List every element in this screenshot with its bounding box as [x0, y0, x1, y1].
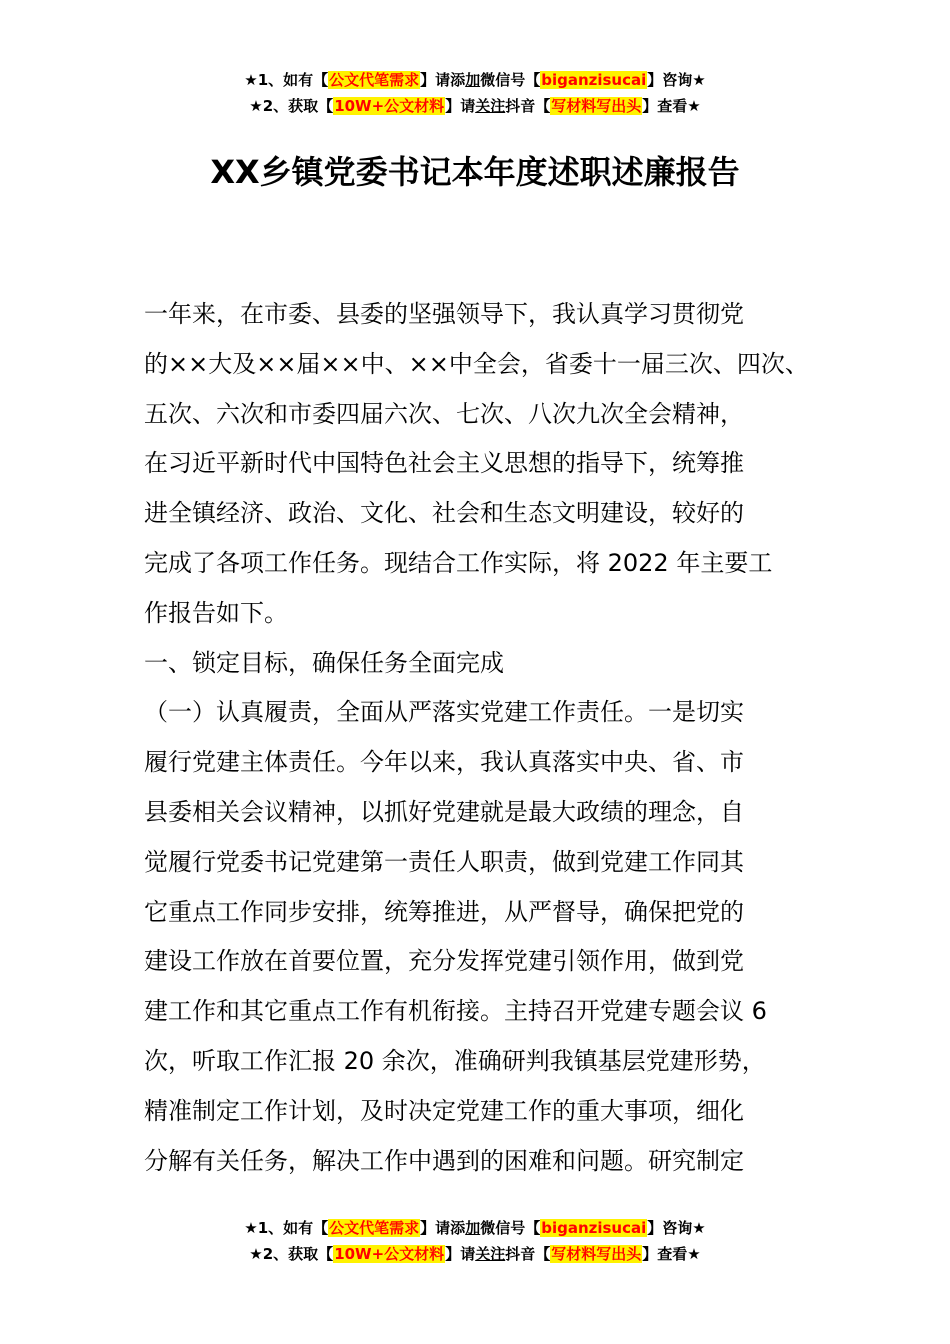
banner-underlined-text: 加 [465, 71, 481, 89]
banner-highlight: 写材料写出头 [551, 1245, 642, 1263]
banner-highlight: 公文代笔需求 [329, 1219, 420, 1237]
banner-line-1 [0, 67, 950, 93]
banner-highlight: 写材料写出头 [551, 97, 642, 115]
body-line: 建工作和其它重点工作有机衔接。主持召开党建专题会议 6 [144, 997, 767, 1026]
body-line: 精准制定工作计划，及时决定党建工作的重大事项，细化 [144, 1096, 744, 1125]
banner-highlight: 10W+公文材料 [334, 1245, 445, 1263]
banner-line-2 [0, 93, 950, 119]
banner-highlight: biganzisucai [541, 71, 647, 89]
body-line: 觉履行党委书记党建第一责任人职责，做到党建工作同其 [144, 847, 744, 876]
banner-text: ★1、如有【 [244, 71, 329, 89]
body-line: 的××大及××届××中、××中全会，省委十一届三次、四次、 [144, 349, 809, 378]
banner-text: ★2、获取【 [249, 97, 334, 115]
banner-text: 】请 [445, 97, 476, 115]
banner-underlined-text: 加 [465, 1219, 481, 1237]
body-line: 一年来，在市委、县委的坚强领导下，我认真学习贯彻党 [144, 300, 744, 328]
body-line: （一）认真履责，全面从严落实党建工作责任。一是切实 [144, 698, 744, 727]
body-line: 县委相关会议精神，以抓好党建就是最大政绩的理念，自 [144, 797, 744, 826]
body-line: 五次、六次和市委四届六次、七次、八次九次全会精神， [144, 399, 744, 428]
body-line: 它重点工作同步安排，统筹推进，从严督导，确保把党的 [144, 897, 744, 926]
document-title: XX乡镇党委书记本年度述职述廉报告 [210, 153, 740, 191]
body-line: 分解有关任务，解决工作中遇到的困难和问题。研究制定 [144, 1146, 744, 1175]
banner-text: 】请添 [420, 1219, 466, 1237]
footer-banner [0, 1215, 950, 1267]
banner-text: ★2、获取【 [249, 1245, 334, 1263]
banner-line-2 [0, 1241, 950, 1267]
banner-text: 】查看★ [642, 1245, 701, 1263]
banner-underlined-text: 关注 [475, 97, 506, 115]
banner-highlight: biganzisucai [541, 1219, 647, 1237]
body-line: 履行党建主体责任。今年以来，我认真落实中央、省、市 [144, 748, 744, 777]
body-line: 在习近平新时代中国特色社会主义思想的指导下，统筹推 [144, 449, 744, 478]
body-line: 建设工作放在首要位置，充分发挥党建引领作用，做到党 [144, 947, 744, 976]
banner-text: 】查看★ [642, 97, 701, 115]
banner-text: 】咨询★ [647, 1219, 706, 1237]
banner-text: 抖音【 [505, 1245, 551, 1263]
banner-text: 微信号【 [480, 71, 541, 89]
banner-text: 微信号【 [480, 1219, 541, 1237]
body-line: 一、锁定目标，确保任务全面完成 [144, 648, 504, 677]
body-line: 作报告如下。 [144, 598, 288, 627]
banner-text: 】请添 [420, 71, 466, 89]
banner-highlight: 公文代笔需求 [329, 71, 420, 89]
banner-text: 抖音【 [505, 97, 551, 115]
banner-highlight: 10W+公文材料 [334, 97, 445, 115]
banner-text: 】咨询★ [647, 71, 706, 89]
banner-text: 】请 [445, 1245, 476, 1263]
banner-line-1 [0, 1215, 950, 1241]
header-banner [0, 67, 950, 119]
document-body [144, 290, 809, 1186]
banner-underlined-text: 关注 [475, 1245, 506, 1263]
body-line: 次，听取工作汇报 20 余次，准确研判我镇基层党建形势， [144, 1046, 766, 1075]
body-line: 完成了各项工作任务。现结合工作实际，将 2022 年主要工 [144, 548, 773, 577]
banner-text: ★1、如有【 [244, 1219, 329, 1237]
body-line: 进全镇经济、政治、文化、社会和生态文明建设，较好的 [144, 499, 744, 528]
